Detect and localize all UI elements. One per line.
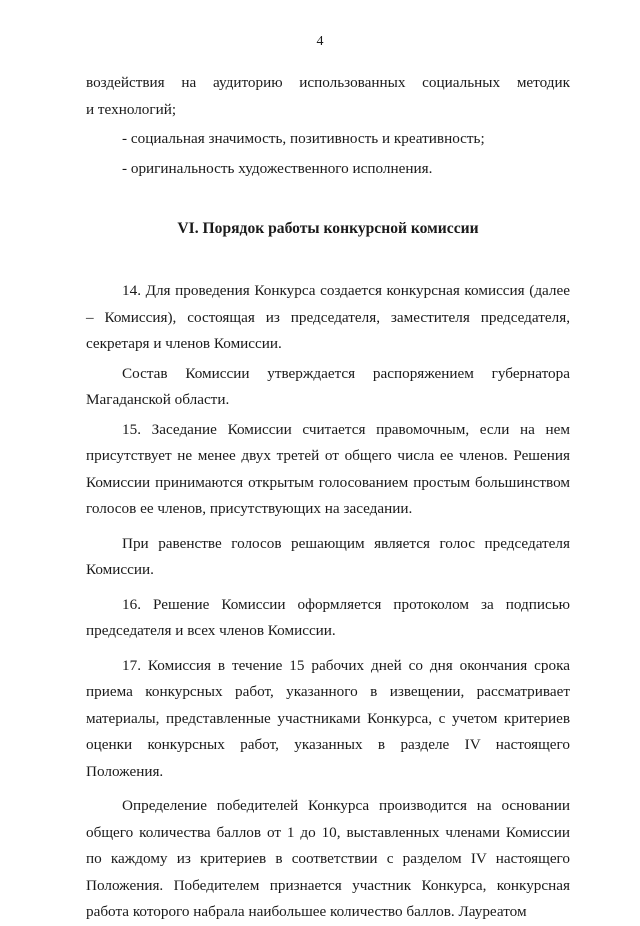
paragraph-14-sostav: Состав Комиссии утверждается распоряжением губернатора Магаданской области. [86, 364, 570, 408]
criteria-bullet-1: - социальная значимость, позитивность и креативность; [122, 130, 485, 147]
paragraph-14: 14. Для проведения Конкурса создается конкурсная комиссия (далее – Комиссия), состоящая из председателя, заместителя председателя, секретаря и членов Комиссии. [86, 282, 570, 352]
paragraph-15-ravenstvo: При равенстве голосов решающим является голос председателя Комиссии. [86, 534, 570, 578]
paragraph-17-opredelenie: Определение победителей Конкурса производится на основании общего количества баллов от 1 до 10, выставленных членами Комиссии по каждому из критериев в соответствии с разделом IV настоящего Положения. Победителем признается участник Конкурса, конкурсная работа которого набрала наибольшее количество баллов. Лауреатом [86, 797, 570, 920]
intro-line-1: воздействия на аудиторию использованных социальных методик [86, 74, 570, 91]
intro-line-2: и технологий; [86, 100, 177, 118]
page-number: 4 [316, 34, 324, 49]
document-body [86, 70, 570, 926]
paragraph-16: 16. Решение Комиссии оформляется протоколом за подписью председателя и всех членов Комиссии. [86, 595, 570, 639]
section-heading: VI. Порядок работы конкурсной комиссии [177, 220, 479, 237]
paragraph-15: 15. Заседание Комиссии считается правомочным, если на нем присутствует не менее двух третей от общего числа ее членов. Решения Комиссии принимаются открытым голосованием простым большинством голосов ее членов, присутствующих на заседании. [86, 420, 570, 517]
criteria-bullet-2: - оригинальность художественного исполнения. [122, 159, 433, 177]
paragraph-17: 17. Комиссия в течение 15 рабочих дней со дня окончания срока приема конкурсных работ, указанного в извещении, рассматривает материалы, представленные участниками Конкурса, с учетом критериев оценки конкурсных работ, указанных в разделе IV настоящего Положения. [86, 656, 570, 780]
